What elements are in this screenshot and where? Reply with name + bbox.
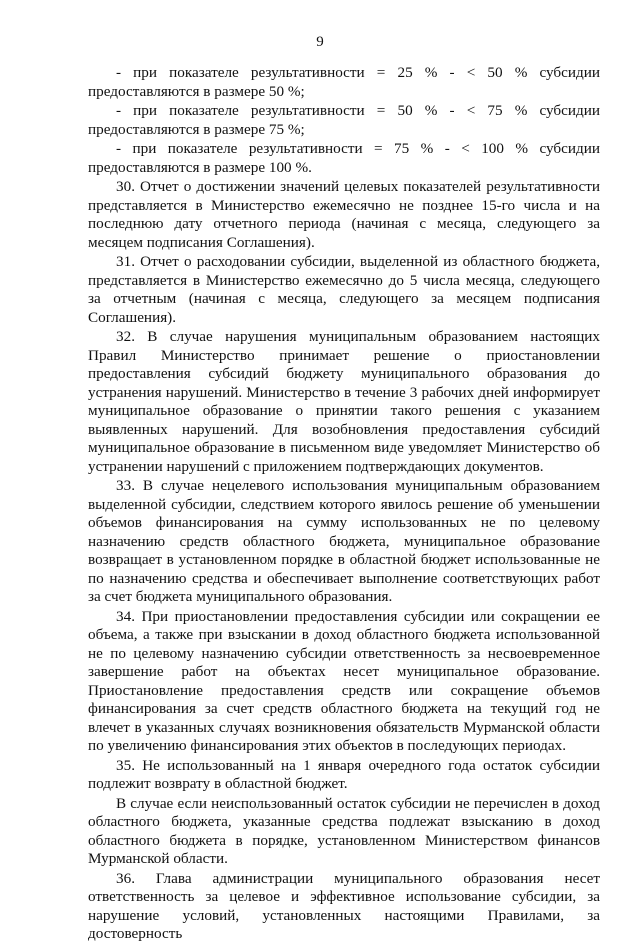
paragraph-clause-35: 35. Не использованный на 1 января очередного года остаток субсидии подлежит возврату в областной бюджет. — [88, 756, 600, 792]
paragraph-threshold-25: - при показателе результативности = 25 % - < 50 % субсидии предоставляются в размере 50 %; — [88, 64, 600, 100]
paragraph-clause-31: 31. Отчет о расходовании субсидии, выделенной из областного бюджета, представляется в Министерство ежемесячно до 5 числа месяца, следующего за отчетным (начиная с месяца, следующего за месяцем подписания Соглашения). — [88, 253, 600, 326]
paragraph-clause-35-continued: В случае если неиспользованный остаток субсидии не перечислен в доход областного бюджета, указанные средства подлежат взысканию в доход областного бюджета в порядке, установленном Министерством финансов Мурманской области. — [88, 794, 600, 867]
document-body — [88, 64, 600, 944]
paragraph-threshold-50: - при показателе результативности = 50 % - < 75 % субсидии предоставляются в размере 75 %; — [88, 102, 600, 138]
paragraph-clause-36: 36. Глава администрации муниципального образования несет ответственность за целевое и эффективное использование субсидии, за нарушение условий, установленных настоящими Правилами, за достоверность — [88, 869, 600, 942]
paragraph-threshold-75: - при показателе результативности = 75 % - < 100 % субсидии предоставляются в размере 100 %. — [88, 140, 600, 176]
page-number: 9 — [316, 34, 324, 50]
paragraph-clause-34: 34. При приостановлении предоставления субсидии или сокращении ее объема, а также при взыскании в доход областного бюджета использованной не по целевому назначению субсидии ответственность за несвоевременное завершение работ на объектах несет муниципальное образование. Приостановление предоставления средств или сокращение объемов финансирования за счет средств областного бюджета на текущий год не влечет в указанных случаях возникновения обязательств Мурманской области по увеличению финансирования этих объектов в последующих периодах. — [88, 607, 600, 754]
paragraph-clause-32: 32. В случае нарушения муниципальным образованием настоящих Правил Министерство принимает решение о приостановлении предоставления субсидий бюджету муниципального образования до устранения нарушений. Министерство в течение 3 рабочих дней информирует муниципальное образование о принятии такого решения с указанием выявленных нарушений. Для возобновления предоставления субсидий муниципальное образование в письменном виде уведомляет Министерство об устранении нарушений с приложением подтверждающих документов. — [88, 328, 600, 475]
paragraph-clause-33: 33. В случае нецелевого использования муниципальным образованием выделенной субсидии, следствием которого явилось решение об уменьшении объемов финансирования на сумму использованных не по целевому назначению средств областного бюджета, муниципальное образование возвращает в установленном порядке в областной бюджет использованные не по назначению средства и обеспечивает выполнение соответствующих работ за счет бюджета муниципального образования. — [88, 477, 600, 605]
paragraph-clause-30: 30. Отчет о достижении значений целевых показателей результативности представляется в Министерство ежемесячно не позднее 15-го числа и на последнюю дату отчетного периода (начиная с месяца, следующего за месяцем подписания Соглашения). — [88, 178, 600, 251]
